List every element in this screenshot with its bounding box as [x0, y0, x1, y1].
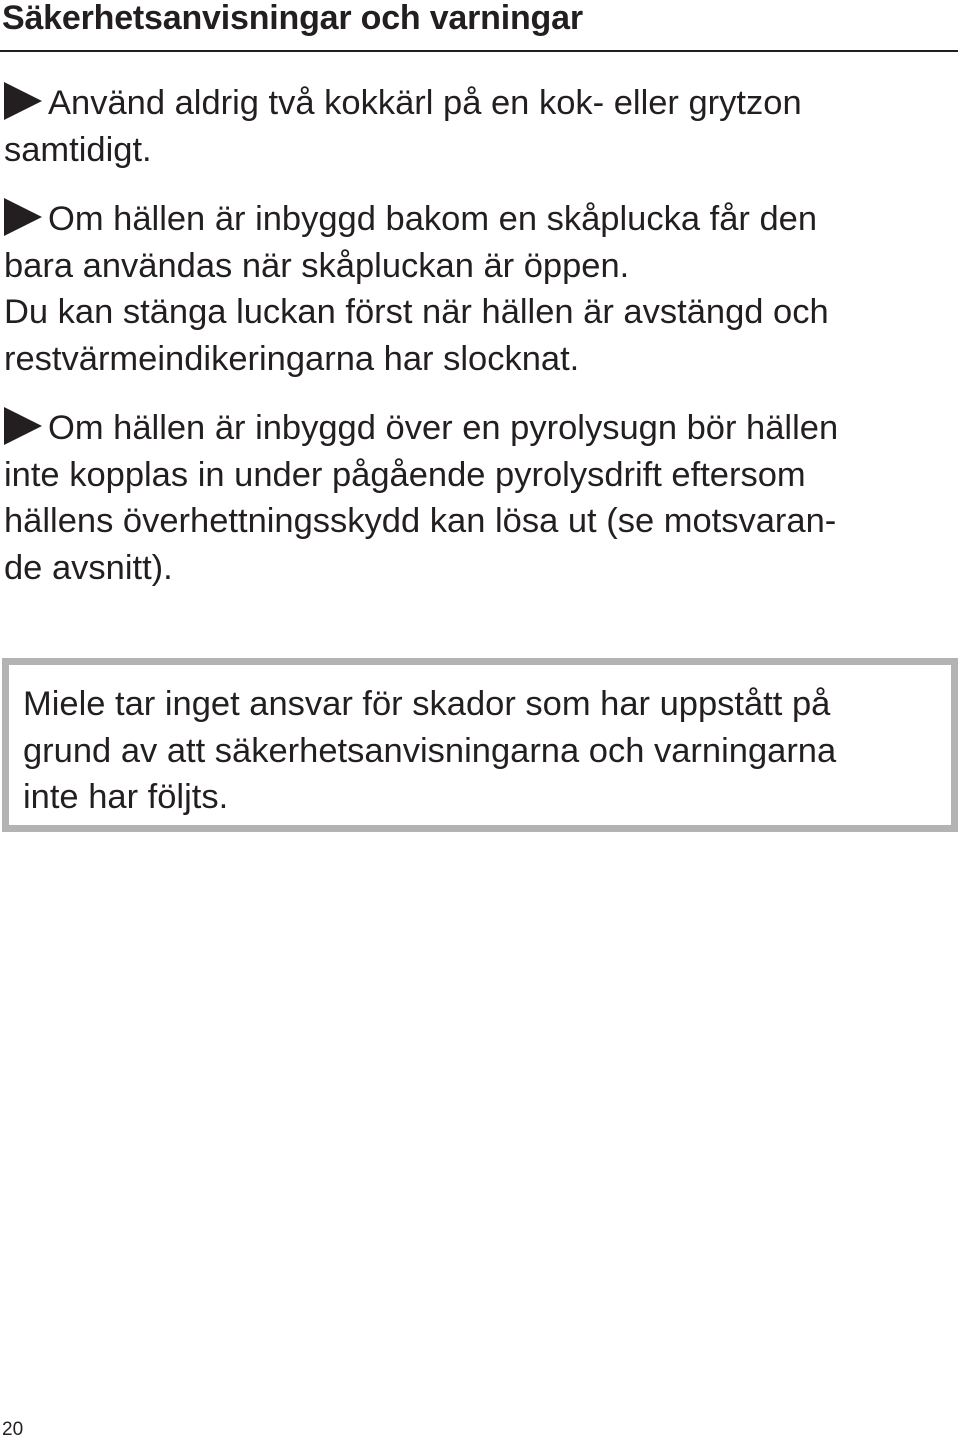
warning-line: de avsnitt).: [4, 548, 173, 587]
warning-followup-line: Du kan stänga luckan först när hällen är avstängd och: [4, 293, 829, 331]
warning-item: [4, 405, 954, 591]
triangle-pointer-icon: [4, 82, 42, 120]
warning-line: bara användas när skåpluckan är öppen.: [4, 246, 630, 285]
warning-line: inte kopplas in under pågående pyrolysdrift eftersom: [4, 455, 806, 494]
warning-line: Om hällen är inbyggd bakom en skåplucka får den: [48, 200, 818, 238]
warning-line: samtidigt.: [4, 130, 152, 169]
liability-notice-box: [2, 658, 958, 832]
page-title: Säkerhetsanvisningar och varningar: [2, 0, 583, 37]
notice-line: grund av att säkerhetsanvisningarna och varningarna: [23, 731, 837, 770]
warning-item: [4, 196, 954, 382]
title-underline: [0, 50, 958, 52]
triangle-pointer-icon: [4, 198, 42, 236]
triangle-pointer-icon: [4, 407, 42, 445]
warning-line: hällens överhettningsskydd kan lösa ut (se motsvaran-: [4, 502, 837, 540]
notice-line: Miele tar inget ansvar för skador som har uppstått på: [23, 685, 831, 723]
warning-followup-line: restvärmeindikeringarna har slocknat.: [4, 339, 580, 378]
warning-line: Om hällen är inbyggd över en pyrolysugn bör hällen: [48, 409, 839, 447]
page-number: 20: [2, 1419, 24, 1440]
notice-line: inte har följts.: [23, 778, 229, 816]
warning-line: Använd aldrig två kokkärl på en kok- eller grytzon: [48, 84, 802, 122]
liability-notice: [23, 681, 836, 821]
warning-item: [4, 80, 954, 173]
